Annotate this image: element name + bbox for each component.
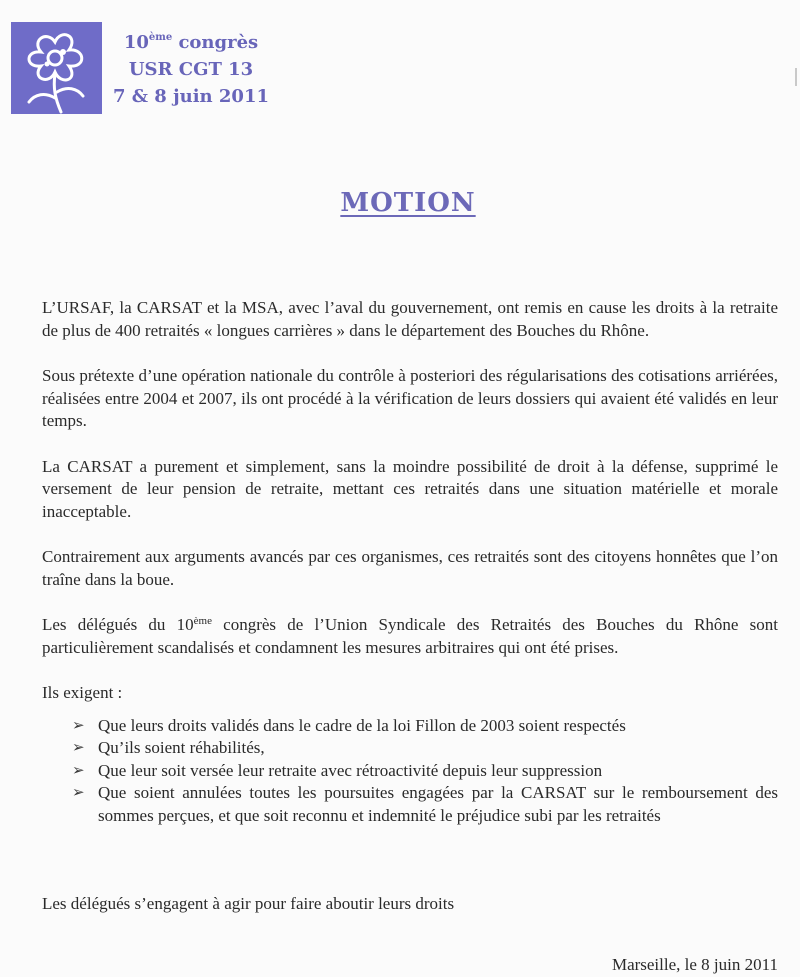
flower-logo-icon [11,22,102,114]
congress-edition: 10ème congrès [123,32,259,53]
list-item: ➢ Que leur soit versée leur retraite avec rétroactivité depuis leur suppression [42,760,778,783]
demands-list [42,715,778,828]
list-item: ➢ Qu’ils soient réhabilités, [42,737,778,760]
organization-name: USR CGT 13 [128,59,254,80]
paragraph: Les délégués du 10ème congrès de l’Union Syndicale des Retraités des Bouches du Rhône sont particulièrement scandalisés et condamnent les mesures arbitraires qui ont été prises. [42,615,778,657]
list-item: ➢ Que soient annulées toutes les poursuites engagées par la CARSAT sur le remboursement des sommes perçues, et que soit reconnu et indemnité le préjudice subi par les retraités [72,783,778,825]
demands-intro: Ils exigent : [42,683,123,702]
paragraph: La CARSAT a purement et simplement, sans la moindre possibilité de droit à la défense, supprimé le versement de leur pension de retraite, mettant ces retraités dans une situation matérielle et morale inacceptable. [42,456,778,521]
paragraph: Contrairement aux arguments avancés par ces organismes, ces retraités sont des citoyens honnêtes que l’on traîne dans la boue. [42,547,778,589]
arrow-bullet-icon: ➢ [72,717,85,734]
congress-header [96,24,286,110]
scan-edge-mark [795,68,797,86]
arrow-bullet-icon: ➢ [72,740,85,756]
place-and-date: Marseille, le 8 juin 2011 [611,955,778,974]
list-item: ➢ Que leurs droits validés dans le cadre de la loi Fillon de 2003 soient respectés [42,715,778,738]
document-title: MOTION [340,188,476,218]
arrow-bullet-icon: ➢ [72,762,85,779]
paragraph: Sous prétexte d’une opération nationale du contrôle à posteriori des régularisations des cotisations arriérées, réalisées entre 2004 et 2007, ils ont procédé à la vérification de leurs dossiers qui avaient été validés en leur temps. [42,366,778,430]
motion-body [42,297,778,827]
closing-statement: Les délégués s’engagent à agir pour faire aboutir leurs droits [42,894,455,913]
arrow-bullet-icon: ➢ [72,785,85,801]
paragraph: L’URSAF, la CARSAT et la MSA, avec l’aval du gouvernement, ont remis en cause les droits à la retraite de plus de 400 retraités « longues carrières » dans le département des Bouches du Rhône. [42,298,778,340]
congress-dates: 7 & 8 juin 2011 [113,86,269,107]
